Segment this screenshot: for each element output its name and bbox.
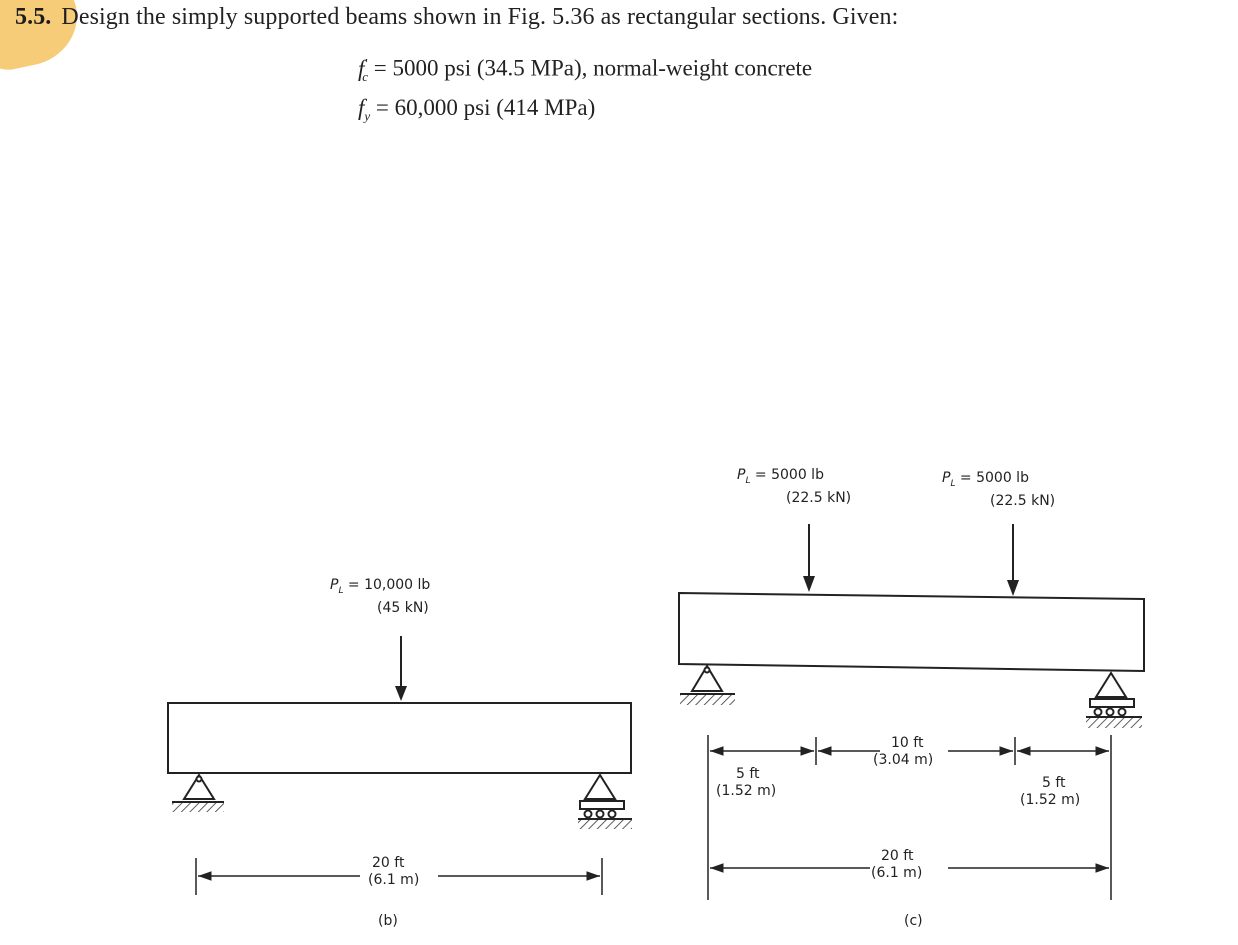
load-label-c1: $P_L = 5000$ lb (22.5 kN) [737, 467, 852, 506]
mid-dim-label-c: 10 ft (3.04 m) [873, 735, 934, 768]
span-label-c: 20 ft (6.1 m) [871, 848, 923, 881]
caption-c: (c) [904, 913, 923, 929]
problem-number: 5.5. [15, 4, 52, 30]
problem-text: Design the simply supported beams shown in Fig. 5.36 as rectangular sections. Given: [61, 4, 899, 30]
load-label-b: $P_L = 10,000$ lb (45 kN) [330, 577, 431, 616]
given-fc-value: = 5000 psi (34.5 MPa), normal-weight concrete [373, 55, 813, 81]
beam-b [168, 703, 631, 773]
load-metric-c1: (22.5 kN) [786, 489, 852, 506]
right-dim-label-c: 5 ft (1.52 m) [1020, 775, 1081, 808]
load-metric-b: (45 kN) [377, 599, 429, 616]
pin-support-c [680, 666, 735, 705]
span-label-b: 20 ft (6.1 m) [368, 855, 420, 888]
load-arrow-c2 [1007, 524, 1019, 596]
left-dim-label-c: 5 ft (1.52 m) [716, 766, 777, 799]
pin-support-b [172, 775, 224, 812]
load-metric-c2: (22.5 kN) [990, 492, 1056, 509]
load-label-c2: $P_L = 5000$ lb (22.5 kN) [942, 470, 1056, 509]
span-metric-b: (6.1 m) [368, 872, 420, 888]
given-fy-value: = 60,000 psi (414 MPa) [375, 95, 596, 120]
roller-support-c [1086, 673, 1142, 728]
given-fy-symbol: $f_y$ [358, 95, 371, 124]
beam-c [679, 593, 1144, 671]
given-fc-symbol: $f'_c$ [358, 55, 369, 85]
load-arrow-c1 [803, 524, 815, 592]
roller-support-b [578, 775, 632, 829]
figure-c [679, 524, 1144, 900]
caption-b: (b) [378, 913, 398, 929]
load-arrow-b [395, 636, 407, 701]
